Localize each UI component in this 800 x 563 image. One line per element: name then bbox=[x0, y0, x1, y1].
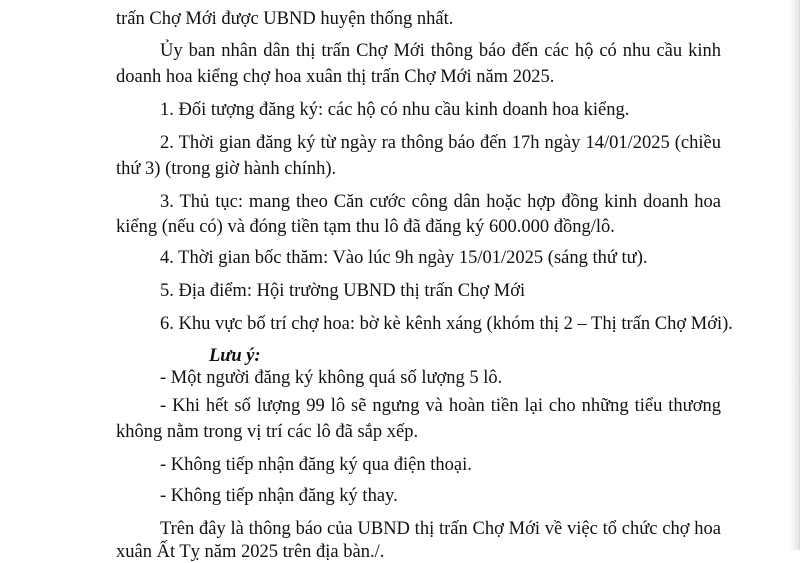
note-title: Lưu ý: bbox=[209, 346, 261, 366]
note-2-line-2: không nằm trong vị trí các lô đã sắp xếp. bbox=[116, 422, 419, 442]
item-5: 5. Địa điểm: Hội trường UBND thị trấn Chợ Mới bbox=[160, 281, 526, 301]
page-edge-shadow bbox=[789, 0, 799, 550]
item-4: 4. Thời gian bốc thăm: Vào lúc 9h ngày 15/01/2025 (sáng thứ tư). bbox=[160, 248, 648, 268]
item-6: 6. Khu vực bố trí chợ hoa: bờ kè kênh xáng (khóm thị 2 – Thị trấn Chợ Mới). bbox=[160, 314, 733, 334]
note-1: - Một người đăng ký không quá số lượng 5 lô. bbox=[160, 368, 503, 388]
note-3: - Không tiếp nhận đăng ký qua điện thoại. bbox=[160, 455, 472, 475]
item-2-line-2: thứ 3) (trong giờ hành chính). bbox=[116, 159, 337, 179]
text-line: trấn Chợ Mới được UBND huyện thống nhất. bbox=[116, 9, 454, 29]
closing-line-1: Trên đây là thông báo của UBND thị trấn Chợ Mới về việc tổ chức chợ hoa bbox=[160, 519, 721, 539]
item-3-line-2: kiểng (nếu có) và đóng tiền tạm thu lô đã đăng ký 600.000 đồng/lô. bbox=[116, 217, 615, 237]
note-4: - Không tiếp nhận đăng ký thay. bbox=[160, 486, 398, 506]
closing-line-2: xuân Ất Tỵ năm 2025 trên địa bàn./. bbox=[116, 542, 385, 562]
note-2-line-1: - Khi hết số lượng 99 lô sẽ ngưng và hoàn tiền lại cho những tiểu thương bbox=[160, 396, 721, 416]
item-3-line-1: 3. Thủ tục: mang theo Căn cước công dân hoặc hợp đồng kinh doanh hoa bbox=[160, 192, 721, 212]
paragraph-intro-line-1: Ủy ban nhân dân thị trấn Chợ Mới thông báo đến các hộ có nhu cầu kinh bbox=[160, 41, 721, 61]
paragraph-intro-line-2: doanh hoa kiểng chợ hoa xuân thị trấn Chợ Mới năm 2025. bbox=[116, 67, 555, 87]
item-1: 1. Đối tượng đăng ký: các hộ có nhu cầu kinh doanh hoa kiểng. bbox=[160, 100, 630, 120]
item-2-line-1: 2. Thời gian đăng ký từ ngày ra thông báo đến 17h ngày 14/01/2025 (chiều bbox=[160, 133, 721, 153]
